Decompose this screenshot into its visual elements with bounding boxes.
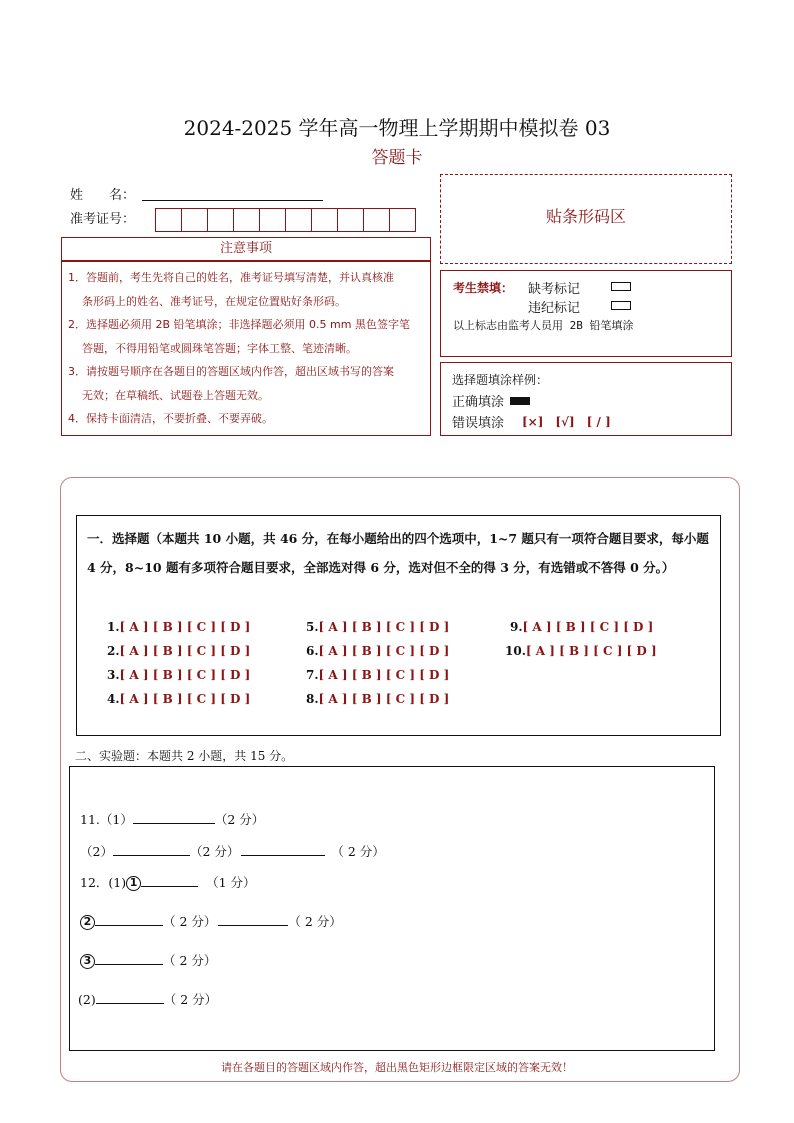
answer-blank[interactable]: [113, 844, 190, 856]
q12-part2-label: (2): [78, 992, 96, 1007]
notice-line: 1．答题前，考生先将自己的姓名，准考证号填写清楚，并认真核准: [68, 271, 394, 284]
choice-options[interactable]: [ A ] [ B ] [ C ] [ D ]: [318, 620, 450, 634]
page-title: 2024-2025 学年高一物理上学期期中模拟卷 03: [183, 116, 611, 140]
score-text: （ 2 分）: [163, 953, 217, 968]
violation-mark-box[interactable]: [611, 301, 631, 310]
notice-line: 4．保持卡面清洁，不要折叠、不要弄破。: [68, 412, 273, 425]
question-number: 3.: [107, 668, 120, 682]
score-text: （2 分）: [189, 844, 240, 859]
question-7-row[interactable]: [306, 668, 449, 682]
page-subtitle: 答题卡: [371, 148, 423, 168]
q11-part1-row: [80, 810, 264, 828]
q12-item2-row: [80, 912, 342, 930]
notice-line: 无效；在草稿纸、试题卷上答题无效。: [82, 388, 269, 402]
choice-options[interactable]: [ A ] [ B ] [ C ] [ D ]: [318, 644, 450, 658]
forbidden-label: 考生禁填：: [453, 281, 514, 295]
q12-item3-row: [80, 951, 216, 969]
q12-part1-row: [80, 873, 256, 891]
multiple-choice-section: [76, 515, 721, 736]
choice-options[interactable]: [ A ] [ B ] [ C ] [ D ]: [318, 692, 450, 706]
choice-options[interactable]: [ A ] [ B ] [ C ] [ D ]: [318, 668, 450, 682]
q11-part2-row: [80, 842, 385, 860]
id-digit-box[interactable]: [181, 208, 208, 232]
id-digit-box[interactable]: [363, 208, 390, 232]
choice-options[interactable]: [ A ] [ B ] [ C ] [ D ]: [525, 644, 657, 658]
answer-blank[interactable]: [96, 992, 164, 1004]
question-6-row[interactable]: [306, 644, 449, 658]
score-text: （2 分）: [214, 812, 265, 827]
score-text: （ 2 分）: [288, 914, 342, 929]
name-label: 姓 名：: [70, 188, 136, 203]
notice-line: 2．选择题必须用 2B 铅笔填涂；非选择题必须用 0.5 mm 黑色签字笔: [68, 318, 410, 331]
score-text: （ 2 分）: [331, 844, 385, 859]
answer-blank[interactable]: [241, 844, 325, 856]
name-field[interactable]: [142, 200, 323, 201]
id-digit-box[interactable]: [285, 208, 312, 232]
choice-options[interactable]: [ A ] [ B ] [ C ] [ D ]: [522, 620, 654, 634]
wrong-fill-samples: [×] [√] [ / ]: [522, 415, 611, 429]
id-number-boxes[interactable]: [156, 208, 426, 232]
answer-blank[interactable]: [95, 953, 163, 965]
question-4-row[interactable]: [107, 692, 250, 706]
question-number: 8.: [306, 692, 319, 706]
question-number: 1.: [107, 620, 120, 634]
choice-options[interactable]: [ A ] [ B ] [ C ] [ D ]: [119, 620, 251, 634]
id-digit-box[interactable]: [337, 208, 364, 232]
answer-blank[interactable]: [218, 914, 288, 926]
question-number: 7.: [306, 668, 319, 682]
question-number: 10.: [505, 644, 526, 658]
question-9-row[interactable]: [510, 620, 653, 634]
violation-mark-label: 违纪标记: [528, 301, 581, 316]
q12-part2-row: [78, 990, 217, 1008]
question-number: 5.: [306, 620, 319, 634]
fill-sample-title: 选择题填涂样例：: [452, 373, 549, 387]
notice-body: [61, 261, 431, 436]
score-text: （1 分）: [206, 875, 256, 890]
question-5-row[interactable]: [306, 620, 449, 634]
question-10-row[interactable]: [505, 644, 657, 658]
question-number: 4.: [107, 692, 120, 706]
circled-number-3: 3: [80, 954, 95, 969]
id-digit-box[interactable]: [207, 208, 234, 232]
circled-number-1: 1: [126, 876, 141, 891]
barcode-area[interactable]: 贴条形码区: [440, 174, 732, 264]
score-text: （ 2 分）: [163, 992, 218, 1007]
notice-line: 条形码上的姓名、准考证号，在规定位置贴好条形码。: [82, 294, 346, 308]
question-number: 6.: [306, 644, 319, 658]
section1-description: 一．选择题（本题共 10 小题，共 46 分，在每小题给出的四个选项中，1~7 题只有一项符合题目要求，每小题 4 分，8~10 题有多项符合题目要求，全部选对得 6 分，选对但不全的得 3 分，有选错或不答得 0 分。）: [87, 531, 709, 575]
correct-fill-label: 正确填涂: [452, 395, 505, 410]
wrong-fill-label: 错误填涂: [452, 416, 505, 431]
id-digit-box[interactable]: [389, 208, 416, 232]
correct-fill-sample: [510, 397, 530, 405]
absent-mark-box[interactable]: [611, 282, 631, 291]
choice-options[interactable]: [ A ] [ B ] [ C ] [ D ]: [119, 692, 251, 706]
experiment-section: [69, 766, 715, 1051]
choice-options[interactable]: [ A ] [ B ] [ C ] [ D ]: [119, 668, 251, 682]
question-3-row[interactable]: [107, 668, 250, 682]
examinee-forbidden-box: [440, 270, 732, 357]
question-1-row[interactable]: [107, 620, 250, 634]
id-digit-box[interactable]: [311, 208, 338, 232]
question-number: 9.: [510, 620, 523, 634]
notice-line: 答题，不得用铅笔或圆珠笔答题；字体工整、笔迹清晰。: [82, 341, 357, 355]
fill-sample-box: [440, 362, 732, 436]
absent-mark-label: 缺考标记: [528, 282, 581, 297]
q11-label: 11.（1）: [80, 812, 133, 827]
notice-line: 3．请按题号顺序在各题目的答题区域内作答，超出区域书写的答案: [68, 365, 394, 378]
q11-part2-label: （2）: [80, 844, 113, 859]
id-digit-box[interactable]: [233, 208, 260, 232]
id-digit-box[interactable]: [155, 208, 182, 232]
question-8-row[interactable]: [306, 692, 449, 706]
forbidden-note: 以上标志由监考人员用 2B 铅笔填涂: [453, 319, 634, 332]
id-digit-box[interactable]: [259, 208, 286, 232]
q12-label: 12．(1): [80, 875, 127, 890]
circled-number-2: 2: [80, 915, 95, 930]
question-2-row[interactable]: [107, 644, 250, 658]
notice-heading: 注意事项: [61, 237, 431, 261]
footer-warning: 请在各题目的答题区域内作答，超出黑色矩形边框限定区域的答案无效！: [221, 1061, 573, 1074]
question-number: 2.: [107, 644, 120, 658]
id-label: 准考证号：: [70, 212, 136, 227]
answer-blank[interactable]: [141, 875, 198, 887]
answer-blank[interactable]: [133, 812, 215, 824]
score-text: （ 2 分）: [163, 914, 217, 929]
section2-title: 二、实验题：本题共 2 小题，共 15 分。: [75, 749, 294, 763]
choice-options[interactable]: [ A ] [ B ] [ C ] [ D ]: [119, 644, 251, 658]
answer-blank[interactable]: [95, 914, 163, 926]
